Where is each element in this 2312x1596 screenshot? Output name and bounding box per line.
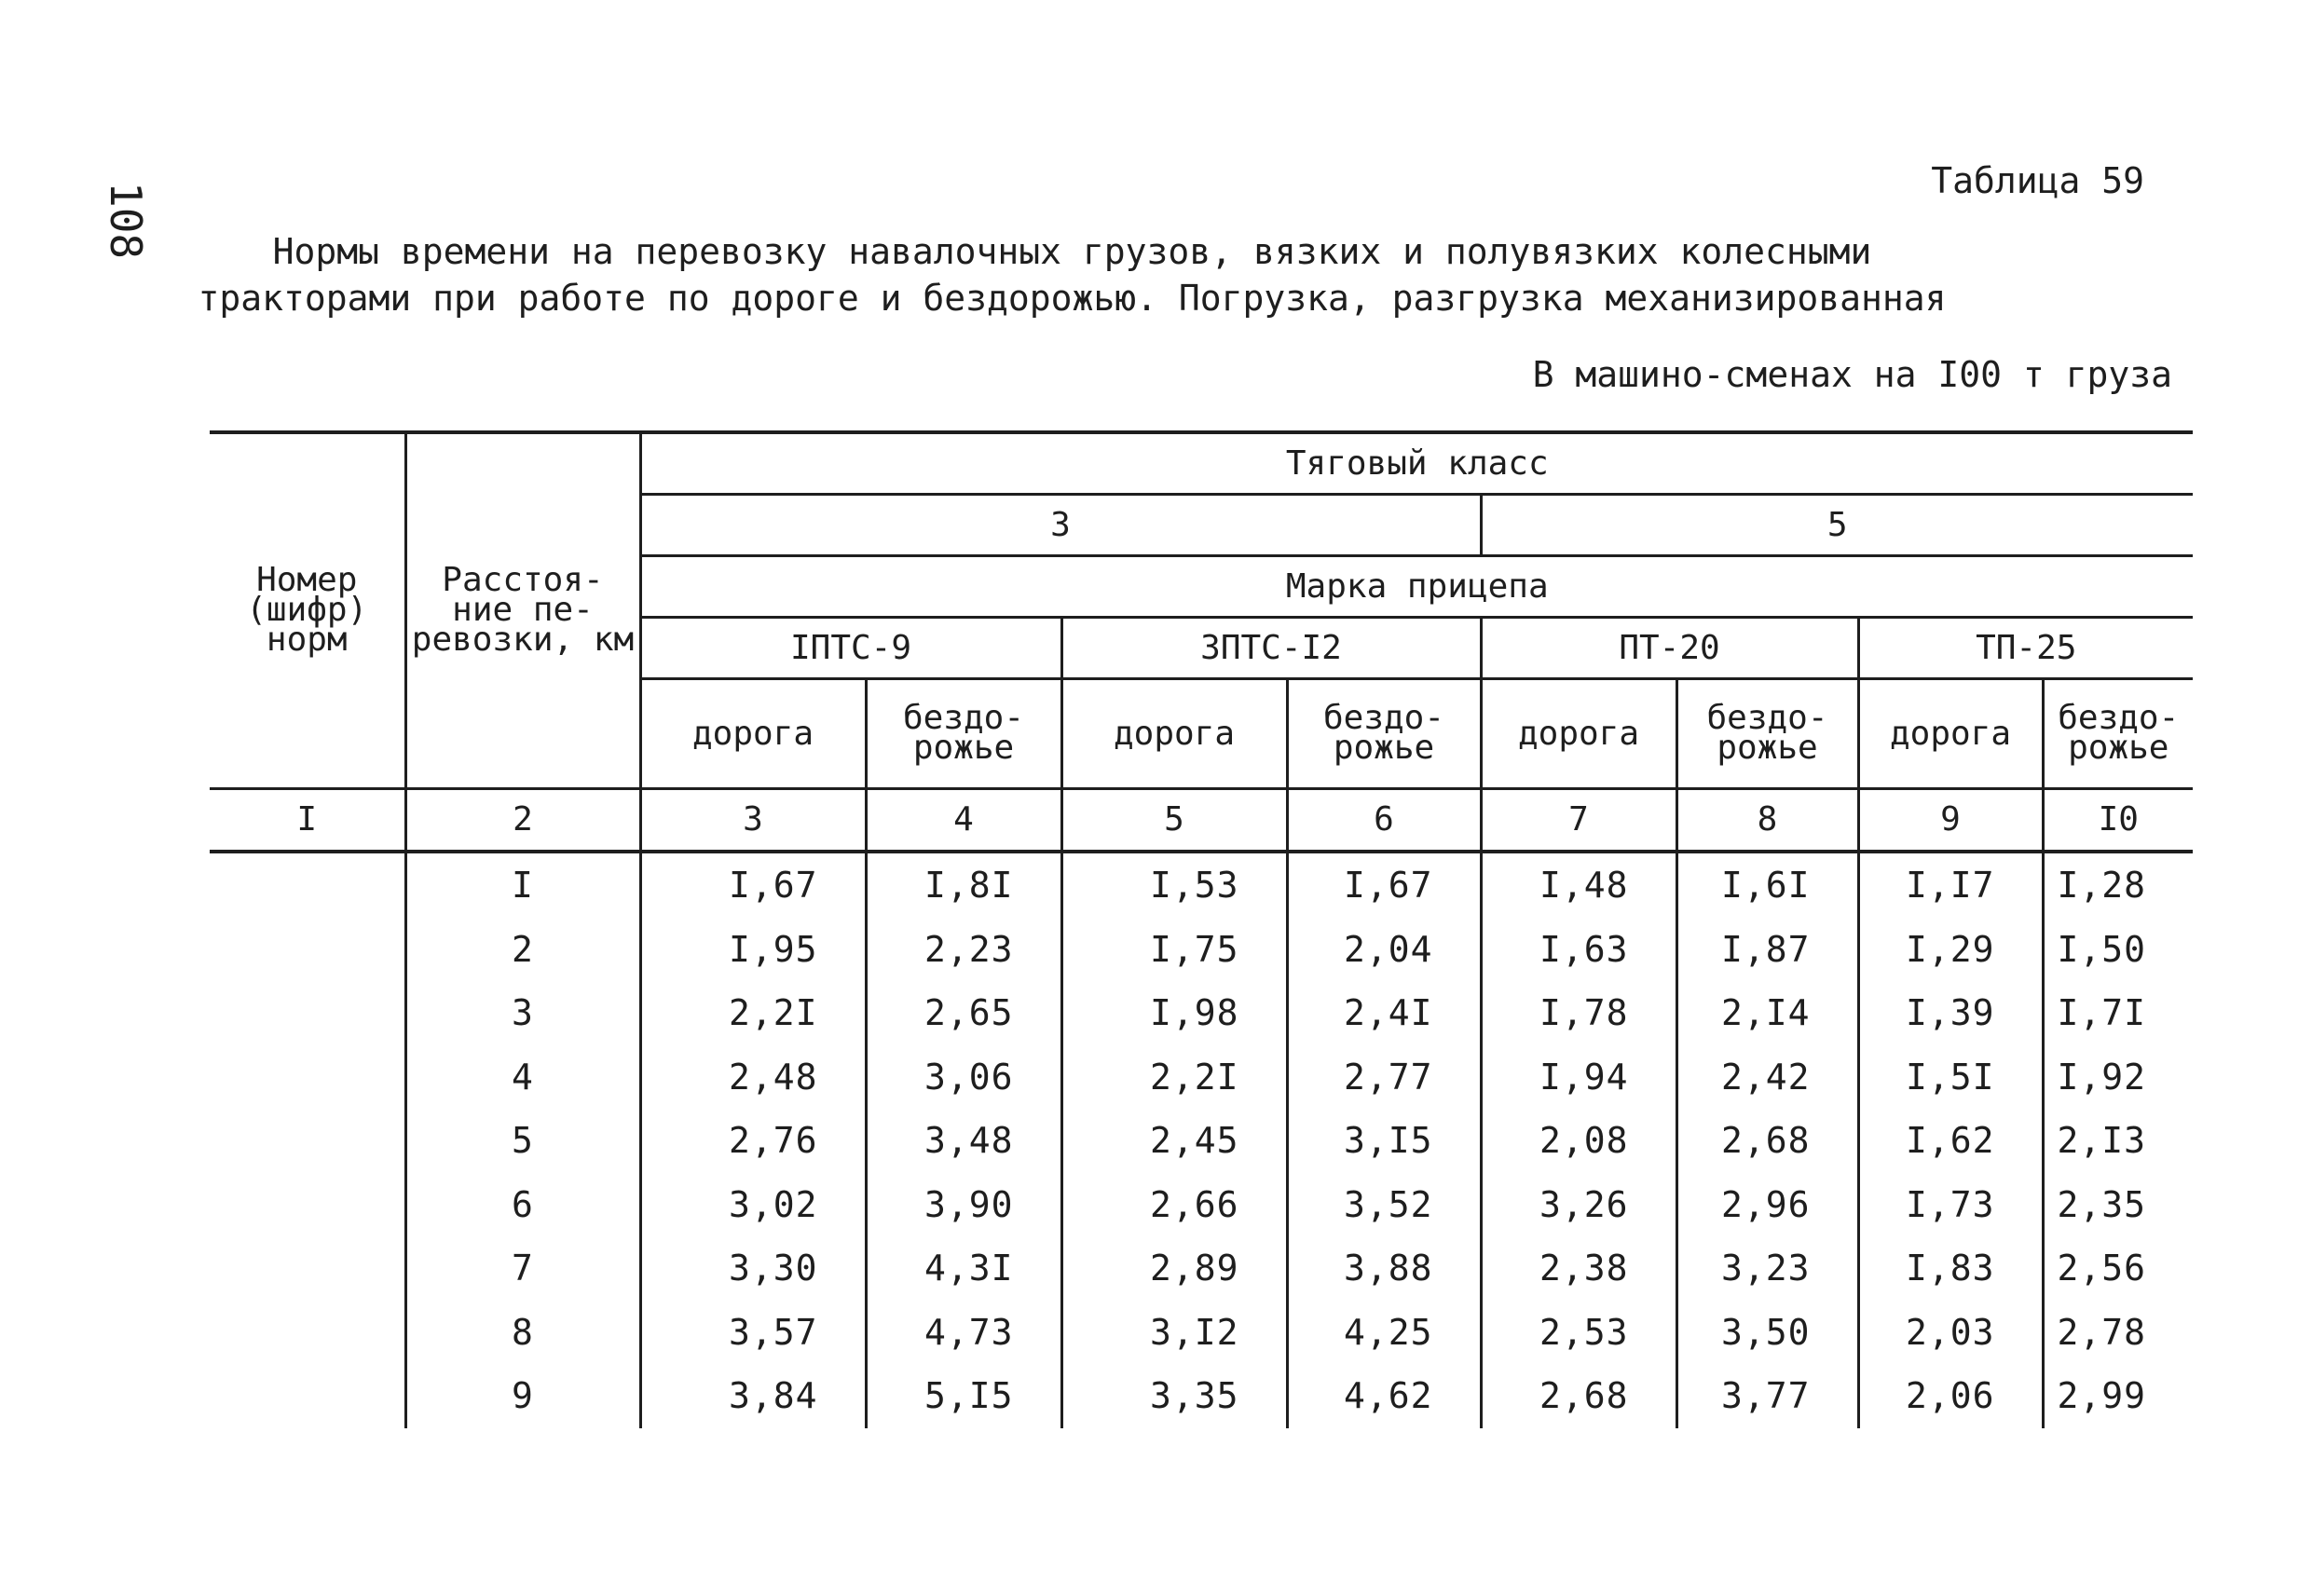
value-cell: 2,77 bbox=[1287, 1045, 1481, 1110]
distance-cell: 5 bbox=[405, 1109, 640, 1173]
value-cell: I,63 bbox=[1481, 918, 1676, 982]
value-cell: 3,30 bbox=[640, 1236, 866, 1301]
column-number: I bbox=[210, 788, 405, 852]
column-number: 7 bbox=[1481, 788, 1676, 852]
value-cell: I,39 bbox=[1858, 981, 2043, 1045]
norm-number-cell bbox=[210, 1173, 405, 1237]
column-number: 5 bbox=[1061, 788, 1287, 852]
header-offroad: бездо- рожье bbox=[1287, 678, 1481, 788]
value-cell: I,I7 bbox=[1858, 852, 2043, 918]
distance-cell: 3 bbox=[405, 981, 640, 1045]
norm-number-cell bbox=[210, 981, 405, 1045]
column-number: 2 bbox=[405, 788, 640, 852]
table-title-line-2: тракторами при работе по дороге и бездорожью. Погрузка, разгрузка механизированная bbox=[198, 278, 1947, 319]
norms-table bbox=[210, 430, 2193, 1428]
table-row bbox=[210, 852, 2193, 918]
value-cell: 3,84 bbox=[640, 1364, 866, 1428]
value-cell: I,48 bbox=[1481, 852, 1676, 918]
value-cell: I,94 bbox=[1481, 1045, 1676, 1110]
value-cell: 2,89 bbox=[1061, 1236, 1287, 1301]
value-cell: 3,26 bbox=[1481, 1173, 1676, 1237]
value-cell: 2,68 bbox=[1676, 1109, 1858, 1173]
norm-number-cell bbox=[210, 1236, 405, 1301]
value-cell: 3,57 bbox=[640, 1301, 866, 1365]
value-cell: I,62 bbox=[1858, 1109, 2043, 1173]
value-cell: I,50 bbox=[2043, 918, 2193, 982]
value-cell: 4,25 bbox=[1287, 1301, 1481, 1365]
value-cell: 3,88 bbox=[1287, 1236, 1481, 1301]
value-cell: I,95 bbox=[640, 918, 866, 982]
header-offroad: бездо- рожье bbox=[1676, 678, 1858, 788]
value-cell: 2,08 bbox=[1481, 1109, 1676, 1173]
units-note: В машино-сменах на I00 т груза bbox=[1532, 354, 2172, 395]
norm-number-cell bbox=[210, 918, 405, 982]
value-cell: 4,73 bbox=[866, 1301, 1061, 1365]
value-cell: I,5I bbox=[1858, 1045, 2043, 1110]
value-cell: 2,2I bbox=[640, 981, 866, 1045]
distance-cell: 4 bbox=[405, 1045, 640, 1110]
value-cell: I,98 bbox=[1061, 981, 1287, 1045]
value-cell: 2,04 bbox=[1287, 918, 1481, 982]
table-title-line-1: Нормы времени на перевозку навалочных грузов, вязких и полувязких колесными bbox=[272, 231, 1872, 272]
header-distance-text: Расстоя- ние пе- ревозки, км bbox=[411, 561, 635, 660]
column-number: 8 bbox=[1676, 788, 1858, 852]
header-road: дорога bbox=[640, 678, 866, 788]
table-row bbox=[210, 1173, 2193, 1237]
table-row bbox=[210, 918, 2193, 982]
value-cell: I,78 bbox=[1481, 981, 1676, 1045]
header-road: дорога bbox=[1858, 678, 2043, 788]
value-cell: 3,I2 bbox=[1061, 1301, 1287, 1365]
value-cell: 2,I4 bbox=[1676, 981, 1858, 1045]
value-cell: 2,35 bbox=[2043, 1173, 2193, 1237]
distance-cell: 6 bbox=[405, 1173, 640, 1237]
value-cell: 2,56 bbox=[2043, 1236, 2193, 1301]
value-cell: 3,02 bbox=[640, 1173, 866, 1237]
column-number: I0 bbox=[2043, 788, 2193, 852]
value-cell: 3,I5 bbox=[1287, 1109, 1481, 1173]
value-cell: I,29 bbox=[1858, 918, 2043, 982]
value-cell: I,8I bbox=[866, 852, 1061, 918]
value-cell: I,87 bbox=[1676, 918, 1858, 982]
header-distance bbox=[405, 432, 640, 788]
norm-number-cell bbox=[210, 1364, 405, 1428]
distance-cell: 9 bbox=[405, 1364, 640, 1428]
value-cell: 4,62 bbox=[1287, 1364, 1481, 1428]
column-number: 6 bbox=[1287, 788, 1481, 852]
header-trailer-1: IПТС-9 bbox=[640, 617, 1061, 678]
value-cell: 2,78 bbox=[2043, 1301, 2193, 1365]
value-cell: 5,I5 bbox=[866, 1364, 1061, 1428]
table-row bbox=[210, 1045, 2193, 1110]
header-norm-number bbox=[210, 432, 405, 788]
value-cell: I,75 bbox=[1061, 918, 1287, 982]
page-number: 108 bbox=[101, 182, 151, 260]
value-cell: 2,23 bbox=[866, 918, 1061, 982]
value-cell: 2,48 bbox=[640, 1045, 866, 1110]
value-cell: 2,76 bbox=[640, 1109, 866, 1173]
value-cell: 3,48 bbox=[866, 1109, 1061, 1173]
header-offroad: бездо- рожье bbox=[866, 678, 1061, 788]
header-offroad: бездо- рожье bbox=[2043, 678, 2193, 788]
value-cell: 2,45 bbox=[1061, 1109, 1287, 1173]
header-trailer-2: 3ПТС-I2 bbox=[1061, 617, 1481, 678]
value-cell: 2,4I bbox=[1287, 981, 1481, 1045]
value-cell: I,73 bbox=[1858, 1173, 2043, 1237]
table-row bbox=[210, 1236, 2193, 1301]
value-cell: 2,03 bbox=[1858, 1301, 2043, 1365]
header-trailer-4: ТП-25 bbox=[1858, 617, 2193, 678]
table-row bbox=[210, 1301, 2193, 1365]
value-cell: I,83 bbox=[1858, 1236, 2043, 1301]
column-number: 4 bbox=[866, 788, 1061, 852]
table-row bbox=[210, 981, 2193, 1045]
header-class-3: 3 bbox=[640, 494, 1481, 555]
value-cell: I,92 bbox=[2043, 1045, 2193, 1110]
header-trailer-3: ПТ-20 bbox=[1481, 617, 1858, 678]
column-number: 9 bbox=[1858, 788, 2043, 852]
value-cell: 2,53 bbox=[1481, 1301, 1676, 1365]
distance-cell: 2 bbox=[405, 918, 640, 982]
value-cell: 3,77 bbox=[1676, 1364, 1858, 1428]
value-cell: 2,2I bbox=[1061, 1045, 1287, 1110]
table-body bbox=[210, 852, 2193, 1428]
value-cell: I,67 bbox=[1287, 852, 1481, 918]
column-number-row bbox=[210, 788, 2193, 852]
header-road: дорога bbox=[1481, 678, 1676, 788]
table-row bbox=[210, 1364, 2193, 1428]
value-cell: 3,23 bbox=[1676, 1236, 1858, 1301]
header-trailer-brand: Марка прицепа bbox=[640, 555, 2193, 617]
value-cell: 2,38 bbox=[1481, 1236, 1676, 1301]
column-number: 3 bbox=[640, 788, 866, 852]
distance-cell: I bbox=[405, 852, 640, 918]
header-norm-number-text: Номер (шифр) норм bbox=[246, 561, 368, 660]
table-row bbox=[210, 1109, 2193, 1173]
value-cell: 3,50 bbox=[1676, 1301, 1858, 1365]
norm-number-cell bbox=[210, 1301, 405, 1365]
value-cell: I,28 bbox=[2043, 852, 2193, 918]
table-label: Таблица 59 bbox=[1931, 160, 2144, 201]
header-road: дорога bbox=[1061, 678, 1287, 788]
value-cell: 2,65 bbox=[866, 981, 1061, 1045]
header-traction-class: Тяговый класс bbox=[640, 432, 2193, 494]
value-cell: 3,06 bbox=[866, 1045, 1061, 1110]
table-header bbox=[210, 432, 2193, 852]
value-cell: I,53 bbox=[1061, 852, 1287, 918]
value-cell: 2,66 bbox=[1061, 1173, 1287, 1237]
value-cell: 2,96 bbox=[1676, 1173, 1858, 1237]
value-cell: 4,3I bbox=[866, 1236, 1061, 1301]
value-cell: 2,06 bbox=[1858, 1364, 2043, 1428]
value-cell: I,67 bbox=[640, 852, 866, 918]
value-cell: 2,I3 bbox=[2043, 1109, 2193, 1173]
distance-cell: 7 bbox=[405, 1236, 640, 1301]
value-cell: 3,35 bbox=[1061, 1364, 1287, 1428]
value-cell: 2,42 bbox=[1676, 1045, 1858, 1110]
distance-cell: 8 bbox=[405, 1301, 640, 1365]
norm-number-cell bbox=[210, 852, 405, 918]
value-cell: I,6I bbox=[1676, 852, 1858, 918]
norm-number-cell bbox=[210, 1045, 405, 1110]
value-cell: 3,90 bbox=[866, 1173, 1061, 1237]
value-cell: I,7I bbox=[2043, 981, 2193, 1045]
norm-number-cell bbox=[210, 1109, 405, 1173]
value-cell: 2,68 bbox=[1481, 1364, 1676, 1428]
value-cell: 3,52 bbox=[1287, 1173, 1481, 1237]
header-class-5: 5 bbox=[1481, 494, 2193, 555]
value-cell: 2,99 bbox=[2043, 1364, 2193, 1428]
